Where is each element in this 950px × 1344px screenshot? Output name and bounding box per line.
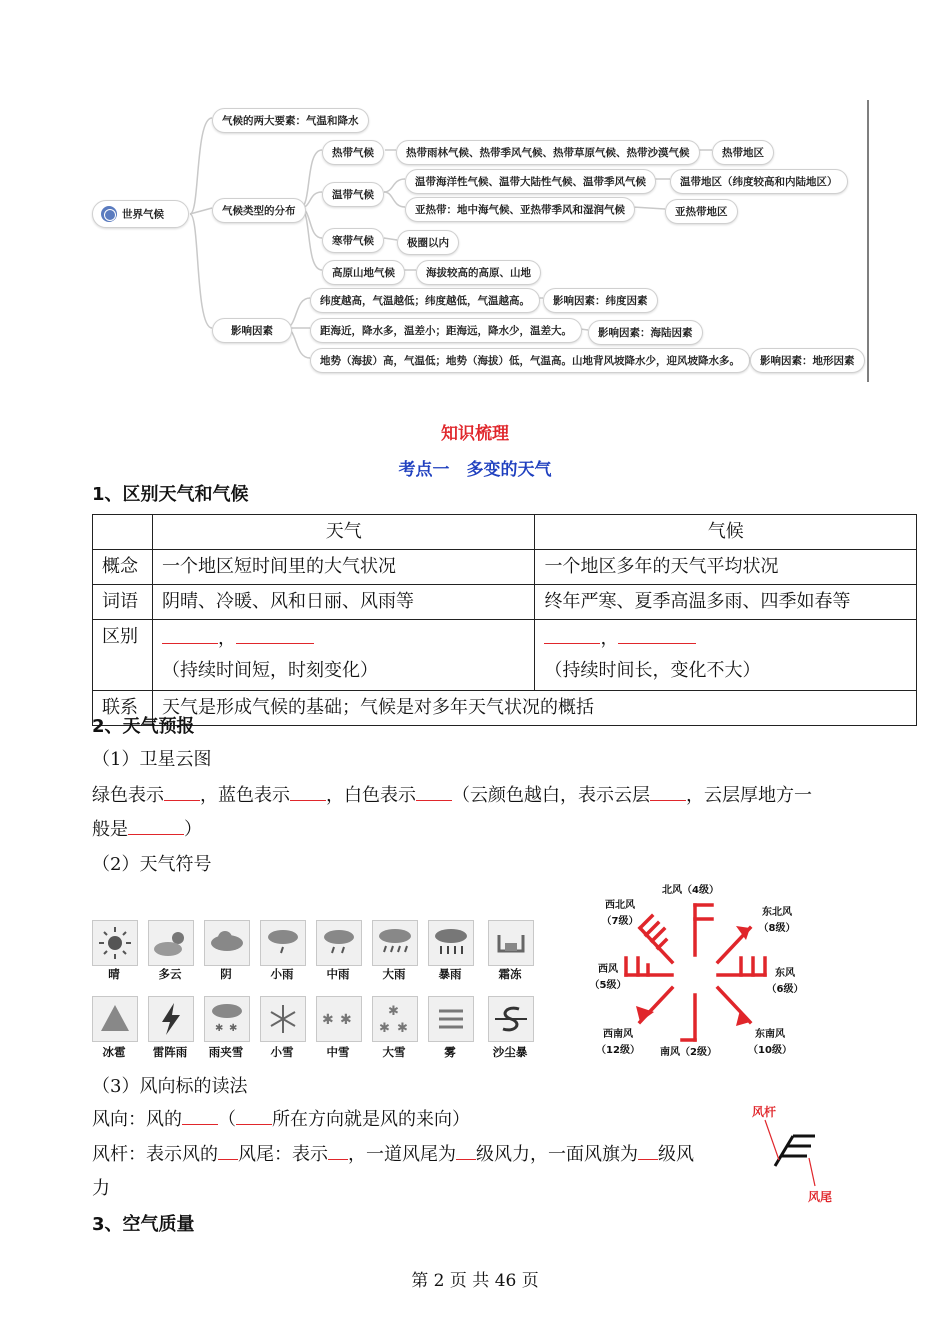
section-3-title: 3、空气质量	[92, 1214, 195, 1235]
wind-barb-illustration	[745, 1116, 835, 1196]
wind-label-southeast: 东南风 （10级）	[748, 1029, 792, 1056]
weather-label: 暴雨	[438, 967, 462, 981]
table-text: ，	[217, 628, 236, 649]
heavy-snow-icon	[372, 996, 418, 1042]
mindmap-tropical-area: 热带地区	[712, 140, 774, 165]
weather-label: 多云	[158, 967, 182, 981]
row-label: 联系	[93, 691, 153, 726]
topic-heading: 考点一 多变的天气	[398, 460, 552, 480]
mindmap-temperate: 温带气候	[322, 182, 384, 207]
moderate-rain-icon	[316, 920, 362, 966]
para-text: （云颜色越白，表示云层	[452, 785, 650, 806]
weather-label: 雨夹雪	[208, 1045, 244, 1059]
satellite-paragraph-cont	[92, 813, 202, 847]
fill-blank[interactable]	[236, 1104, 272, 1125]
heavy-rain-icon	[372, 920, 418, 966]
mindmap-cold-area: 极圈以内	[397, 230, 459, 255]
fill-blank[interactable]	[650, 780, 686, 801]
table-row	[93, 585, 917, 620]
fill-blank[interactable]	[128, 814, 184, 835]
table-cell	[152, 620, 535, 691]
fill-blank[interactable]	[544, 623, 600, 644]
para-text: 绿色表示	[92, 785, 164, 806]
para-text: 风尾：表示	[238, 1144, 328, 1165]
fill-blank[interactable]	[164, 780, 200, 801]
light-rain-icon	[260, 920, 306, 966]
para-text: 风向：风的	[92, 1109, 182, 1130]
weather-label: 霜冻	[498, 967, 522, 981]
fill-blank[interactable]	[328, 1139, 348, 1160]
wind-label-west: 西风 （5级）	[589, 964, 627, 991]
weather-label: 中雨	[326, 967, 350, 981]
svg-text:✱: ✱	[397, 1021, 408, 1036]
fill-blank[interactable]	[456, 1139, 476, 1160]
mindmap-tropical-detail: 热带雨林气候、热带季风气候、热带草原气候、热带沙漠气候	[396, 140, 700, 165]
wind-label-northwest: 西北风 （7级）	[601, 900, 639, 927]
row-label: 区别	[93, 620, 153, 691]
label-wind-pole: 风杆	[752, 1105, 777, 1119]
moderate-snow-icon	[316, 996, 362, 1042]
wind-label-southwest: 西南风 （12级）	[596, 1029, 640, 1056]
mindmap-temperate-detail1: 温带海洋性气候、温带大陆性气候、温带季风气候	[405, 169, 656, 194]
table-text: ，	[600, 628, 619, 649]
weather-label: 雾	[444, 1045, 456, 1059]
mindmap-factor-terrain: 地势（海拔）高，气温低；地势（海拔）低，气温高。山地背风坡降水少，迎风坡降水多。	[310, 348, 750, 373]
mindmap-highland: 高原山地气候	[322, 260, 405, 285]
row-label: 词语	[93, 585, 153, 620]
table-cell	[93, 515, 153, 550]
hail-icon	[92, 996, 138, 1042]
globe-icon	[101, 206, 117, 222]
para-text: 风杆：表示风的	[92, 1144, 218, 1165]
weather-label: 阴	[220, 967, 232, 981]
table-cell	[535, 620, 917, 691]
table-row	[93, 550, 917, 585]
mindmap-root: 世界气候	[92, 200, 189, 228]
para-text: （	[218, 1109, 236, 1130]
page-footer: 第 2 页 共 46 页	[411, 1271, 539, 1291]
weather-label: 中雪	[326, 1045, 350, 1059]
fog-icon	[428, 996, 474, 1042]
wind-label-south: 南风（2级）	[660, 1047, 717, 1058]
fill-blank[interactable]	[182, 1104, 218, 1125]
mindmap-factor-sea-tag: 影响因素：海陆因素	[588, 320, 703, 345]
svg-text:✱: ✱	[215, 1023, 224, 1034]
weather-label: 晴	[108, 967, 120, 981]
table-text: （持续时间长，变化不大）	[544, 660, 761, 681]
svg-text:✱: ✱	[379, 1021, 390, 1036]
sunny-icon	[92, 920, 138, 966]
fill-blank[interactable]	[416, 780, 452, 801]
satellite-subtitle: （1）卫星云图	[92, 749, 212, 770]
para-text: ，云层厚地方一	[686, 785, 812, 806]
mindmap-highland-area: 海拔较高的高原、山地	[416, 260, 541, 285]
mindmap-tropical: 热带气候	[322, 140, 384, 165]
wind-direction-line	[92, 1103, 470, 1137]
table-cell: 一个地区多年的天气平均状况	[535, 550, 917, 585]
wind-vane-subtitle: （3）风向标的读法	[92, 1076, 248, 1097]
svg-text:✱: ✱	[229, 1023, 238, 1034]
para-text: 级风	[658, 1144, 694, 1165]
table-row	[93, 620, 917, 691]
weather-label: 冰雹	[102, 1045, 126, 1059]
sleet-icon	[204, 996, 250, 1042]
para-text: 级风力，一面风旗为	[476, 1144, 638, 1165]
mindmap-climate-distribution: 气候类型的分布	[212, 198, 306, 223]
table-cell: 天气是形成气候的基础；气候是对多年天气状况的概括	[152, 691, 916, 726]
mindmap-temperate-area2: 亚热带地区	[665, 199, 738, 224]
rainstorm-icon	[428, 920, 474, 966]
table-header-weather: 天气	[152, 515, 535, 550]
mindmap-influencing-factors: 影响因素	[212, 318, 292, 343]
satellite-paragraph	[92, 779, 812, 813]
svg-text:✱: ✱	[340, 1012, 352, 1028]
row-label: 概念	[93, 550, 153, 585]
svg-text:✱: ✱	[388, 1004, 399, 1019]
sandstorm-icon	[488, 996, 534, 1042]
fill-blank[interactable]	[236, 623, 314, 644]
para-text: ，一道风尾为	[348, 1144, 456, 1165]
weather-climate-table	[92, 514, 917, 726]
weather-symbols-subtitle: （2）天气符号	[92, 854, 212, 875]
wind-label-northeast: 东北风 （8级）	[758, 907, 796, 934]
mindmap-factor-terrain-tag: 影响因素：地形因素	[750, 348, 865, 373]
frost-icon	[488, 920, 534, 966]
para-text: ）	[184, 819, 202, 840]
overcast-icon	[204, 920, 250, 966]
mindmap-factor-sea: 距海近，降水多，温差小；距海远，降水少，温差大。	[310, 318, 582, 343]
light-snow-icon	[260, 996, 306, 1042]
wind-pole-line-cont: 力	[92, 1178, 110, 1199]
section-2-title: 2、天气预报	[92, 716, 195, 737]
fill-blank[interactable]	[638, 1139, 658, 1160]
mindmap-temperate-area1: 温带地区（纬度较高和内陆地区）	[670, 169, 848, 194]
para-text: 所在方向就是风的来向）	[272, 1109, 470, 1130]
para-text: ，蓝色表示	[200, 785, 290, 806]
table-text: （持续时间短，时刻变化）	[161, 660, 378, 681]
section-1-title: 1、区别天气和气候	[92, 484, 249, 505]
weather-label: 雷阵雨	[152, 1045, 188, 1059]
fill-blank[interactable]	[162, 623, 218, 644]
mind-map	[0, 0, 950, 390]
table-cell: 终年严寒、夏季高温多雨、四季如春等	[535, 585, 917, 620]
weather-label: 小雨	[270, 967, 294, 981]
fill-blank[interactable]	[218, 1139, 238, 1160]
wind-label-east: 东风 （6级）	[766, 968, 804, 995]
mindmap-factor-latitude-tag: 影响因素：纬度因素	[543, 288, 658, 313]
cloudy-icon	[148, 920, 194, 966]
fill-blank[interactable]	[618, 623, 696, 644]
mindmap-factor-latitude: 纬度越高，气温越低；纬度越低，气温越高。	[310, 288, 540, 313]
table-header-climate: 气候	[535, 515, 917, 550]
mindmap-temperate-detail2: 亚热带：地中海气候、亚热带季风和湿润气候	[405, 197, 635, 222]
table-cell: 一个地区短时间里的大气状况	[152, 550, 535, 585]
para-text: 般是	[92, 819, 128, 840]
table-header-row	[93, 515, 917, 550]
table-row	[93, 691, 917, 726]
thunderstorm-icon	[148, 996, 194, 1042]
para-text: ，白色表示	[326, 785, 416, 806]
wind-label-north: 北风（4级）	[662, 885, 719, 896]
weather-label: 沙尘暴	[492, 1045, 528, 1059]
mindmap-cold: 寒带气候	[322, 228, 384, 253]
weather-label: 大雨	[382, 967, 406, 981]
section-heading-knowledge: 知识梳理	[441, 424, 509, 444]
mindmap-climate-elements: 气候的两大要素：气温和降水	[212, 108, 369, 133]
table-cell: 阴晴、冷暖、风和日丽、风雨等	[152, 585, 535, 620]
svg-text:✱: ✱	[322, 1012, 334, 1028]
label-wind-tail: 风尾	[808, 1190, 833, 1204]
wind-pole-line	[92, 1138, 694, 1172]
fill-blank[interactable]	[290, 780, 326, 801]
weather-label: 小雪	[270, 1045, 294, 1059]
weather-label: 大雪	[382, 1045, 406, 1059]
